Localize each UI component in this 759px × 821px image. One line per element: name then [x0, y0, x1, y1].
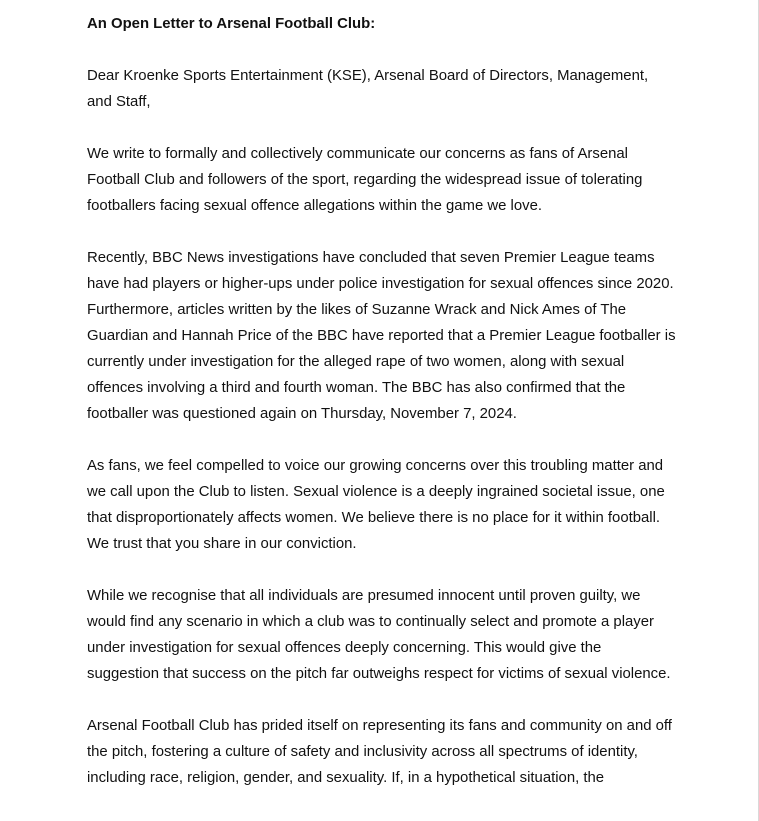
- paragraph-fans-voice: As fans, we feel compelled to voice our growing concerns over this troubling matter and we call upon the Club to listen. Sexual violence is a deeply ingrained societal issue, one that disproportionately affects women. We believe there is no place for it within football. We trust that you share in our conviction.: [87, 458, 665, 552]
- letter-body: [87, 11, 677, 817]
- paragraph-club-values: Arsenal Football Club has prided itself on representing its fans and community on and off the pitch, fostering a culture of safety and inclusivity across all spectrums of identity, including race, religion, gender, and sexuality. If, in a hypothetical situation, the: [87, 718, 672, 786]
- letter-title: An Open Letter to Arsenal Football Club:: [87, 16, 376, 32]
- paragraph-concerns: We write to formally and collectively communicate our concerns as fans of Arsenal Football Club and followers of the sport, regarding the widespread issue of tolerating footballers facing sexual offence allegations within the game we love.: [87, 146, 643, 214]
- paragraph-presumed-innocent: While we recognise that all individuals are presumed innocent until proven guilty, we would find any scenario in which a club was to continually select and promote a player under investigation for sexual offences deeply concerning. This would give the suggestion that success on the pitch far outweighs respect for victims of sexual violence.: [87, 588, 671, 682]
- salutation: Dear Kroenke Sports Entertainment (KSE), Arsenal Board of Directors, Management, and Staff,: [87, 68, 649, 110]
- paragraph-investigations: Recently, BBC News investigations have concluded that seven Premier League teams have had players or higher-ups under police investigation for sexual offences since 2020. Furthermore, articles written by the likes of Suzanne Wrack and Nick Ames of The Guardian and Hannah Price of the BBC have reported that a Premier League footballer is currently under investigation for the alleged rape of two women, along with sexual offences involving a third and fourth woman. The BBC has also confirmed that the footballer was questioned again on Thursday, November 7, 2024.: [87, 250, 676, 422]
